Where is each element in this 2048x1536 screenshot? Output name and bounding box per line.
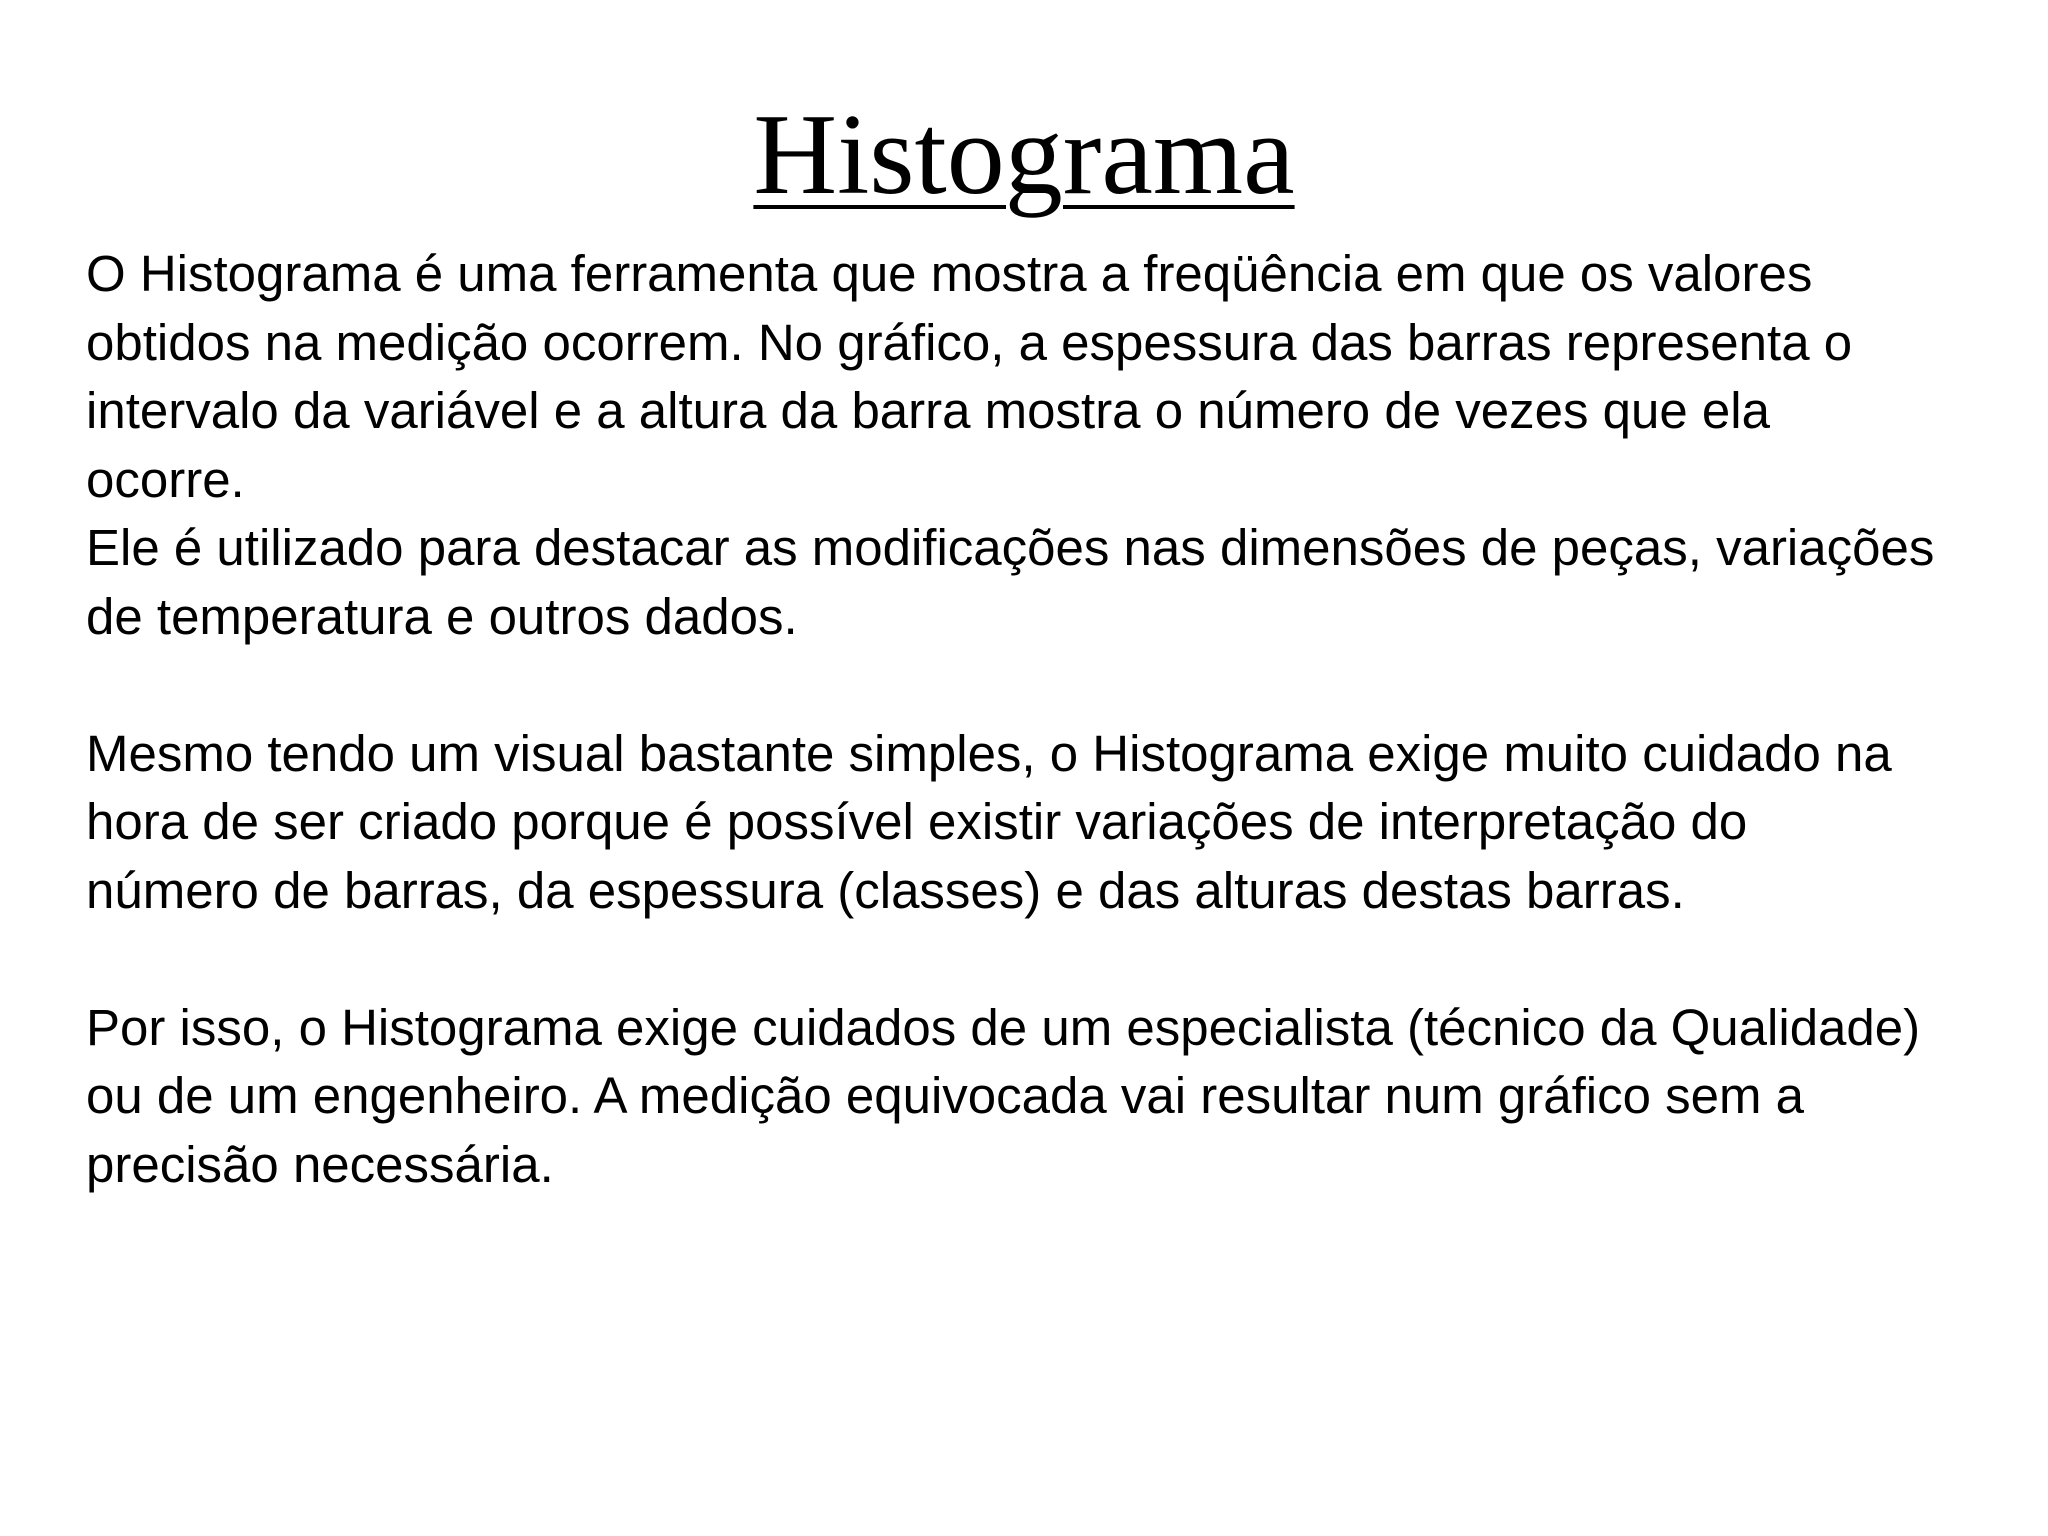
body-line: Mesmo tendo um visual bastante simples, o Histograma exige muito cuidado na xyxy=(86,724,1892,782)
body-line: precisão necessária. xyxy=(86,1135,554,1193)
body-line: O Histograma é uma ferramenta que mostra a freqüência em que os valores xyxy=(86,245,1813,302)
slide-body xyxy=(86,240,1986,1199)
body-line: Ele é utilizado para destacar as modificações nas dimensões de peças, variações xyxy=(86,519,1935,576)
body-line: ocorre. xyxy=(86,450,245,508)
body-line: Por isso, o Histograma exige cuidados de um especialista (técnico da Qualidade) xyxy=(86,998,1921,1056)
paragraph-gap xyxy=(86,651,1986,720)
body-line: obtidos na medição ocorrem. No gráfico, a espessura das barras representa o xyxy=(86,313,1853,371)
slide-title: Histograma xyxy=(753,91,1295,219)
body-line: hora de ser criado porque é possível existir variações de interpretação do xyxy=(86,793,1748,850)
body-line: intervalo da variável e a altura da barra mostra o número de vezes que ela xyxy=(86,382,1770,439)
body-line: ou de um engenheiro. A medição equivocada vai resultar num gráfico sem a xyxy=(86,1067,1805,1124)
paragraph-gap xyxy=(86,925,1986,994)
body-line: número de barras, da espessura (classes) e das alturas destas barras. xyxy=(86,861,1685,919)
body-line: de temperatura e outros dados. xyxy=(86,587,798,645)
